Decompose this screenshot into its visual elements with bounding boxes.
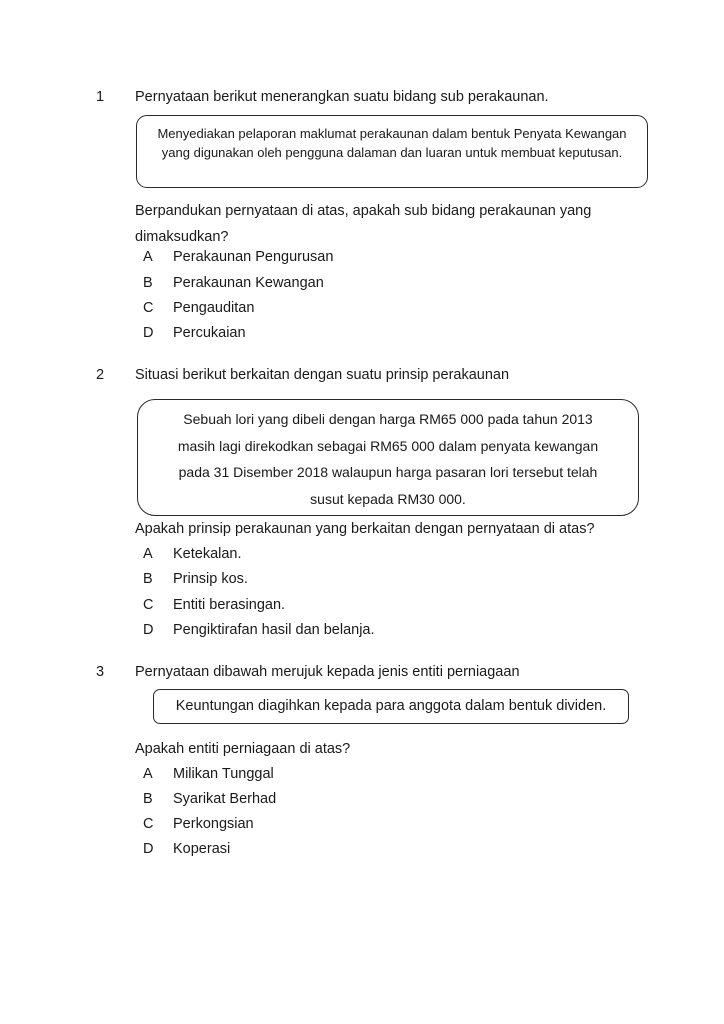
- option-letter: B: [143, 275, 153, 291]
- option-text: Ketekalan.: [173, 546, 242, 562]
- option-letter: D: [143, 325, 154, 341]
- question-intro: Situasi berikut berkaitan dengan suatu prinsip perakaunan: [135, 367, 510, 383]
- statement-line: yang digunakan oleh pengguna dalaman dan luaran untuk membuat keputusan.: [161, 145, 623, 160]
- option-text: Perakaunan Pengurusan: [173, 249, 334, 265]
- option-letter: D: [143, 622, 154, 638]
- question-number: 1: [96, 89, 105, 105]
- question-intro: Pernyataan dibawah merujuk kepada jenis entiti perniagaan: [135, 664, 520, 680]
- option-text: Percukaian: [173, 325, 246, 341]
- option-letter: B: [143, 571, 153, 587]
- statement-line: Keuntungan diagihkan kepada para anggota dalam bentuk dividen.: [175, 698, 607, 714]
- question-number: 2: [96, 367, 105, 383]
- statement-line: susut kepada RM30 000.: [310, 490, 466, 507]
- statement-box: [136, 115, 648, 188]
- statement-line: masih lagi direkodkan sebagai RM65 000 dalam penyata kewangan: [177, 437, 599, 454]
- statement-box: [153, 689, 629, 724]
- question-stem: dimaksudkan?: [135, 229, 229, 245]
- option-letter: A: [143, 249, 153, 265]
- option-letter: B: [143, 791, 153, 807]
- question-stem: Apakah entiti perniagaan di atas?: [135, 741, 351, 757]
- question-number: 3: [96, 664, 105, 680]
- option-text: Milikan Tunggal: [173, 766, 274, 782]
- statement-box: [137, 399, 639, 516]
- option-text: Perkongsian: [173, 816, 254, 832]
- option-letter: D: [143, 841, 154, 857]
- option-text: Pengauditan: [173, 300, 255, 316]
- option-text: Perakaunan Kewangan: [173, 275, 324, 291]
- option-letter: C: [143, 597, 154, 613]
- option-text: Syarikat Berhad: [173, 791, 277, 807]
- option-text: Entiti berasingan.: [173, 597, 286, 613]
- option-text: Koperasi: [173, 841, 231, 857]
- option-text: Prinsip kos.: [173, 571, 248, 587]
- option-letter: C: [143, 816, 154, 832]
- question-stem: Berpandukan pernyataan di atas, apakah sub bidang perakaunan yang: [135, 203, 592, 219]
- statement-line: Sebuah lori yang dibeli dengan harga RM65 000 pada tahun 2013: [183, 411, 593, 427]
- option-letter: A: [143, 546, 153, 562]
- question-stem: Apakah prinsip perakaunan yang berkaitan dengan pernyataan di atas?: [135, 521, 595, 537]
- statement-line: pada 31 Disember 2018 walaupun harga pasaran lori tersebut telah: [178, 464, 598, 480]
- statement-line: Menyediakan pelaporan maklumat perakaunan dalam bentuk Penyata Kewangan: [157, 126, 627, 141]
- question-intro: Pernyataan berikut menerangkan suatu bidang sub perakaunan.: [135, 89, 549, 105]
- option-letter: C: [143, 300, 154, 316]
- option-text: Pengiktirafan hasil dan belanja.: [173, 622, 375, 638]
- option-letter: A: [143, 766, 153, 782]
